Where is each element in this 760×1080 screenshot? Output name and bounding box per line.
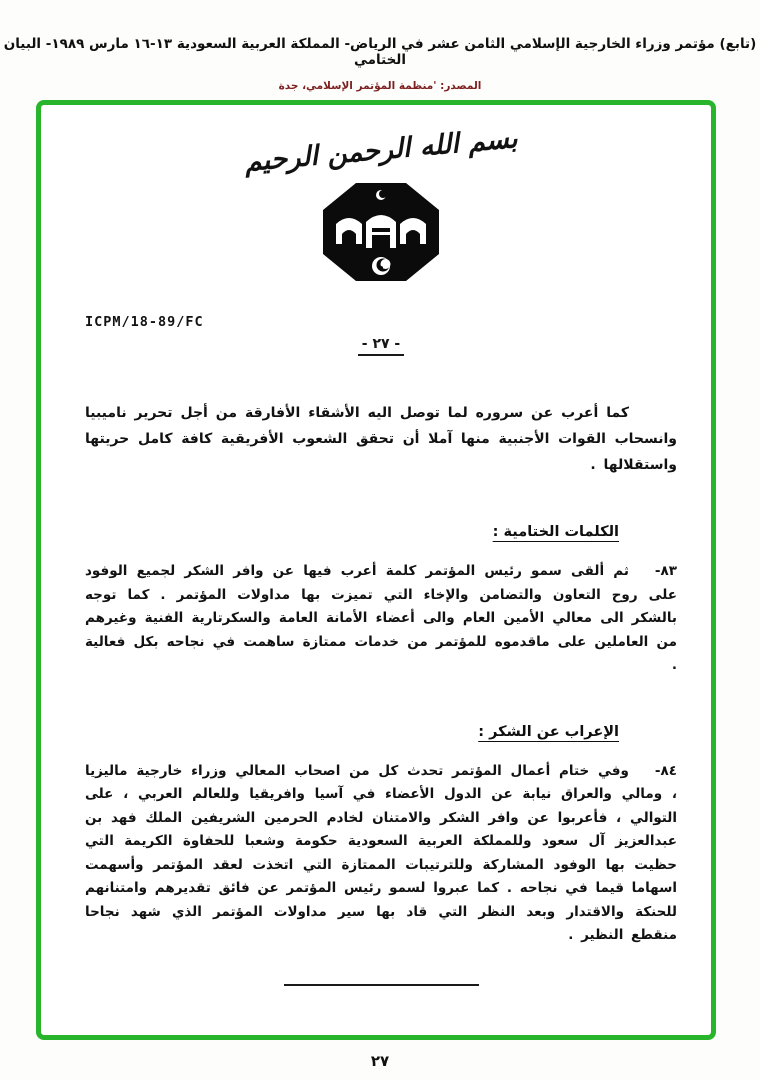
document-scan-frame [36,100,716,1040]
page-header [0,0,760,92]
emblem-container [85,182,677,286]
paragraph-84 [85,760,677,948]
paragraph-84-number: ٨٤- [654,762,677,779]
section-heading-closing-remarks: الكلمات الختامية : [492,524,619,540]
source-line: المصدر: 'منظمة المؤتمر الإسلامي، جدة [278,80,482,92]
document-scan-content [41,123,711,986]
paragraph-83 [85,560,677,678]
paragraph-83-text: ثم ألقى سمو رئيس المؤتمر كلمة أعرب فيها عن وافر الشكر لجميع الوفود على روح التعاون والتضامن والإخاء التي تميزت بها مداولات المؤتمر . كما توجه بالشكر الى معالي الأمين العام والى أعضاء الأمانة العامة والسكرتارية الفنية وغيرهم من العاملين على ماقدموه للمؤتمر من خدمات ممتازة ساهمت في نجاحه بكل فعالية . [85,563,677,673]
oic-emblem-icon [322,182,440,282]
closing-rule-line [284,984,479,986]
footer-page-number: ٢٧ [370,1052,390,1070]
section-heading-expression-of-thanks: الإعراب عن الشكر : [478,723,619,740]
paragraph-84-text: وفي ختام أعمال المؤتمر تحدث كل من اصحاب المعالي وزراء خارجية ماليزيا ، ومالي والعراق نيابة عن الدول الأعضاء في آسيا وافريقيا وللعالم العربي ، على التوالي ، فأعربوا عن وافر الشكر والامتنان لخادم الحرمين الشريفين الملك فهد بن عبدالعزيز آل سعود وللمملكة العربية السعودية حكومة وشعبا للحفاوة الكريمة التي حظيت بها الوفود المشاركة وللترتيبات الممتازة التي اتخذت لعقد المؤتمر وأسهمت اسهاما قيما في نجاحه . كما عبروا لسمو رئيس المؤتمر عن فائق تقديرهم وامتنانهم للحنكة والاقتدار وبعد النظر التي قاد بها سير مداولات المؤتمر الذي شهد نجاحا منقطع النظير . [85,762,677,943]
document-page-number [85,336,677,356]
document-reference: ICPM/18-89/FC [85,314,204,330]
paragraph-83-number: ٨٣- [654,563,677,579]
bismillah-calligraphy: بسم الله الرحمن الرحيم [243,123,519,178]
intro-paragraph: كما أعرب عن سروره لما توصل اليه الأشقاء الأفارقة من أجل تحرير ناميبيا وانسحاب القوات الأجنبية منها آملا أن تحقق الشعوب الأفريقية كافة كامل حريتها واستقلالها . [85,405,677,473]
conference-title: (تابع) مؤتمر وزراء الخارجية الإسلامي الثامن عشر في الرياض- المملكة العربية السعودية ١٣-١٦ مارس ١٩٨٩- البيان الختامي [3,36,757,68]
page-number-text: - ٢٧ - [358,336,404,356]
